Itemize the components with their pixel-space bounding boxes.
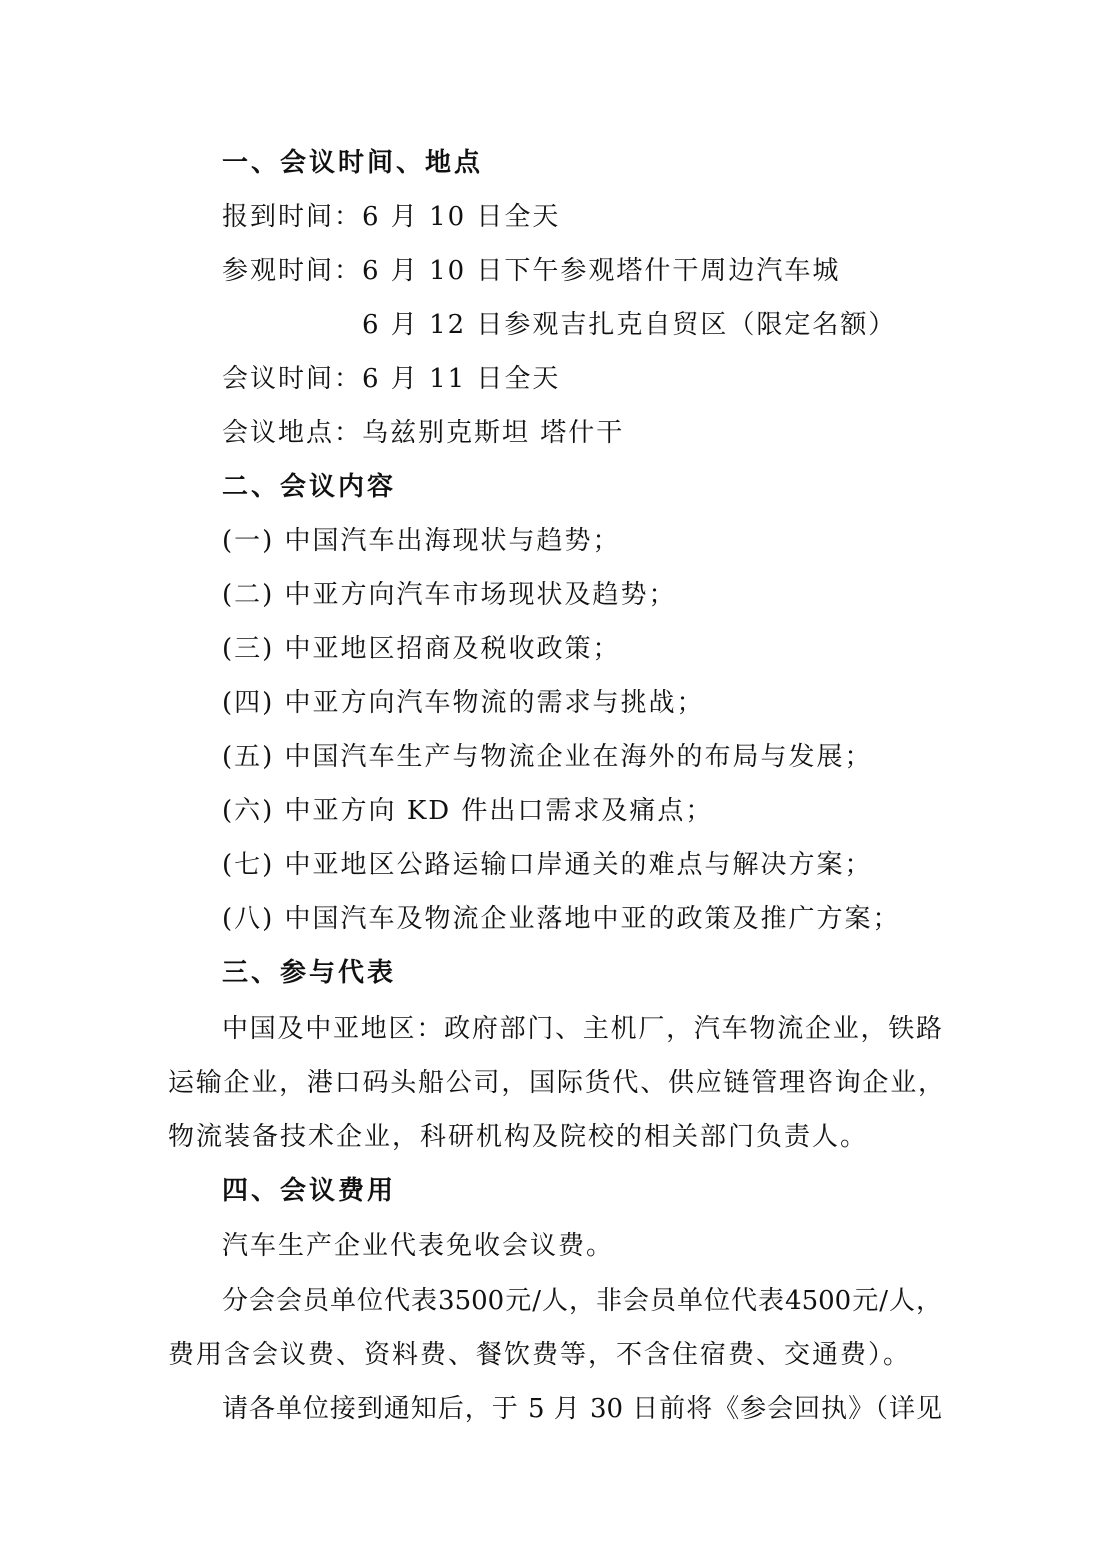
visit-time-line-2: 6 月 12 日参观吉扎克自贸区（限定名额） [362,310,897,340]
content-item-6: (六) 中亚方向 KD 件出口需求及痛点； [222,796,714,826]
representatives-line-3: 物流装备技术企业，科研机构及院校的相关部门负责人。 [168,1122,869,1152]
representatives-line-2: 运输企业，港口码头船公司，国际货代、供应链管理咨询企业， [168,1068,944,1098]
fee-line-3: 费用含会议费、资料费、餐饮费等，不含住宿费、交通费）。 [168,1340,912,1370]
representatives-line-1: 中国及中亚地区：政府部门、主机厂，汽车物流企业，铁路 [222,1014,942,1044]
content-item-7: (七) 中亚地区公路运输口岸通关的难点与解决方案； [222,850,873,880]
fee-line-1: 汽车生产企业代表免收会议费。 [222,1231,615,1261]
content-item-5: (五) 中国汽车生产与物流企业在海外的布局与发展； [222,742,873,772]
report-time-line: 报到时间：6 月 10 日全天 [222,202,561,232]
content-item-2: (二) 中亚方向汽车市场现状及趋势； [222,580,677,610]
content-item-1: (一) 中国汽车出海现状与趋势； [222,526,621,556]
visit-time-line: 参观时间：6 月 10 日下午参观塔什干周边汽车城 [222,256,841,286]
content-item-8: (八) 中国汽车及物流企业落地中亚的政策及推广方案； [222,904,901,934]
section-heading-fees: 四、会议费用 [222,1176,397,1206]
notice-line: 请各单位接到通知后，于 5 月 30 日前将《参会回执》（详见 [222,1394,942,1424]
section-heading-representatives: 三、参与代表 [222,958,397,988]
meeting-time-line: 会议时间：6 月 11 日全天 [222,364,561,394]
fee-line-2: 分会会员单位代表3500元/人，非会员单位代表4500元/人， [222,1286,942,1316]
section-heading-time-place: 一、会议时间、地点 [222,148,484,178]
content-item-3: (三) 中亚地区招商及税收政策； [222,634,621,664]
content-item-4: (四) 中亚方向汽车物流的需求与挑战； [222,688,705,718]
meeting-place-line: 会议地点：乌兹别克斯坦 塔什干 [222,418,625,448]
section-heading-content: 二、会议内容 [222,472,397,502]
